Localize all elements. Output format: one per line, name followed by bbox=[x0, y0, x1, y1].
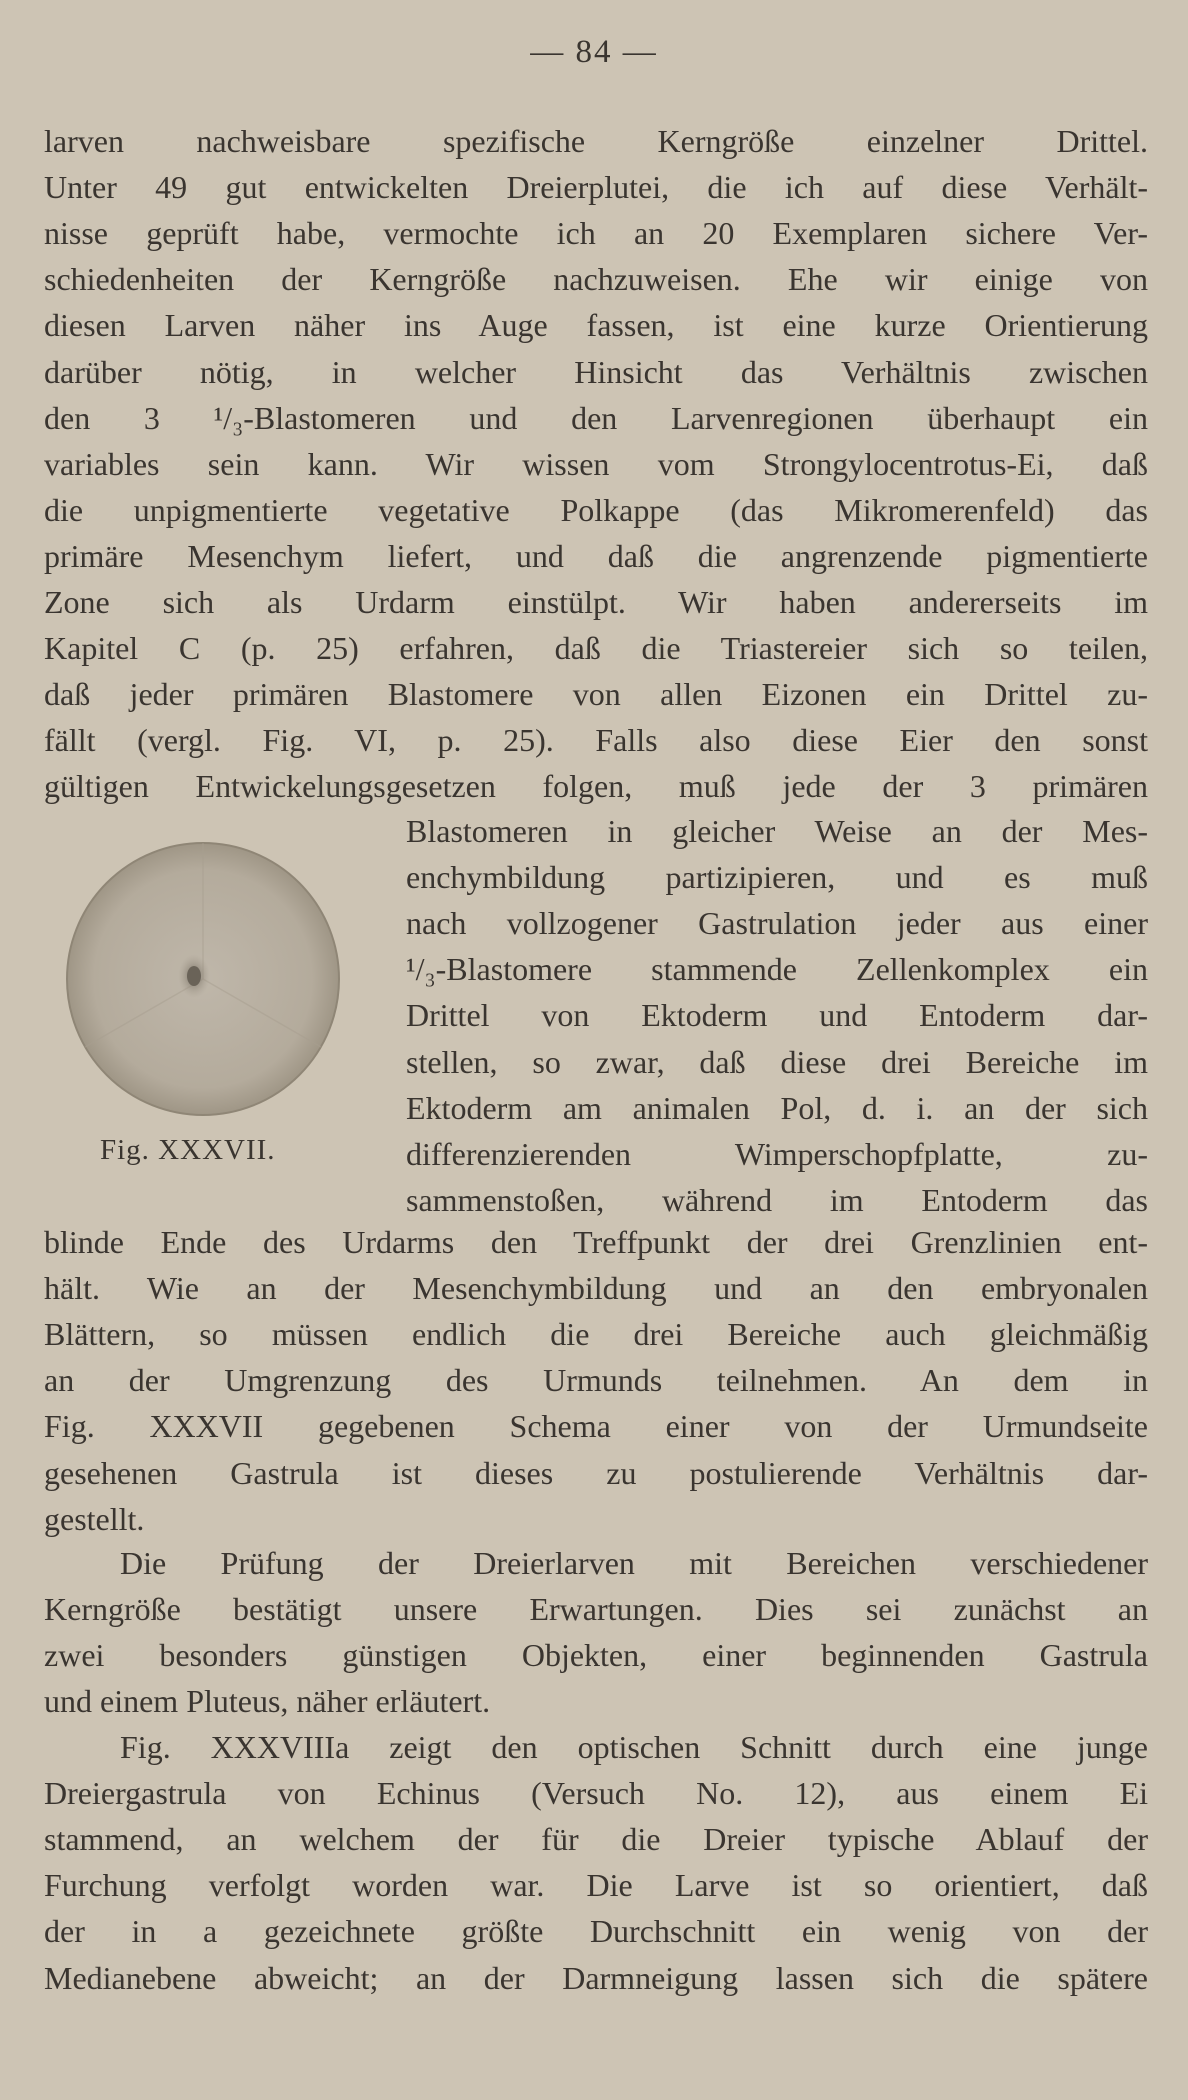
text-line: an der Umgrenzung des Urmunds teilnehmen. An dem in bbox=[44, 1362, 1148, 1399]
text-line: Dreiergastrula von Echinus (Versuch No. 12), aus einem Ei bbox=[44, 1775, 1148, 1812]
text-line: variables sein kann. Wir wissen vom Strongylocentrotus-Ei, daß bbox=[44, 445, 1148, 482]
text-line: differenzierenden Wimperschopfplatte, zu- bbox=[406, 1135, 1148, 1172]
text-line: darüber nötig, in welcher Hinsicht das Verhältnis zwischen bbox=[44, 353, 1148, 390]
text-line: stellen, so zwar, daß diese drei Bereiche im bbox=[406, 1043, 1148, 1080]
text-line: diesen Larven näher ins Auge fassen, ist eine kurze Orientierung bbox=[44, 307, 1148, 344]
text-line: der in a gezeichnete größte Durchschnitt ein wenig von der bbox=[44, 1913, 1148, 1950]
text-line: Die Prüfung der Dreierlarven mit Bereichen verschiedener bbox=[120, 1545, 1148, 1581]
text-line: Kerngröße bestätigt unsere Erwartungen. Dies sei zunächst an bbox=[44, 1591, 1148, 1628]
text-line: zwei besonders günstigen Objekten, einer beginnenden Gastrula bbox=[44, 1637, 1148, 1674]
text-line: nisse geprüft habe, vermochte ich an 20 Exemplaren sichere Ver- bbox=[44, 215, 1148, 252]
text-line: larven nachweisbare spezifische Kerngröße einzelner Drittel. bbox=[44, 123, 1148, 159]
text-line: Fig. XXXVIIIa zeigt den optischen Schnitt durch eine junge bbox=[120, 1729, 1148, 1765]
text-line: hält. Wie an der Mesenchymbildung und an den embryonalen bbox=[44, 1270, 1148, 1307]
text-line: blinde Ende des Urdarms den Treffpunkt der drei Grenzlinien ent- bbox=[44, 1224, 1148, 1260]
text-line: Ektoderm am animalen Pol, d. i. an der sich bbox=[406, 1089, 1148, 1126]
text-line: Unter 49 gut entwickelten Dreierplutei, die ich auf diese Verhält- bbox=[44, 169, 1148, 206]
text-line: Drittel von Ektoderm und Entoderm dar- bbox=[406, 997, 1148, 1034]
text-line: primäre Mesenchym liefert, und daß die angrenzende pigmentierte bbox=[44, 537, 1148, 574]
gastrula-figure-image bbox=[64, 840, 342, 1118]
text-line: Furchung verfolgt worden war. Die Larve ist so orientiert, daß bbox=[44, 1867, 1148, 1904]
text-line: schiedenheiten der Kerngröße nachzuweisen. Ehe wir einige von bbox=[44, 261, 1148, 298]
text-line: die unpigmentierte vegetative Polkappe (das Mikromerenfeld) das bbox=[44, 491, 1148, 528]
text-line: Zone sich als Urdarm einstülpt. Wir haben andererseits im bbox=[44, 584, 1148, 620]
text-line: ¹/₃-Blastomere stammende Zellenkomplex ein bbox=[406, 951, 1148, 988]
text-line: stammend, an welchem der für die Dreier typische Ablauf der bbox=[44, 1821, 1148, 1858]
text-line: Blättern, so müssen endlich die drei Bereiche auch gleichmäßig bbox=[44, 1316, 1148, 1353]
text-line: gestellt. bbox=[44, 1500, 145, 1537]
text-line: fällt (vergl. Fig. VI, p. 25). Falls also diese Eier den sonst bbox=[44, 722, 1148, 759]
text-line: gültigen Entwickelungsgesetzen folgen, muß jede der 3 primären bbox=[44, 768, 1148, 805]
figure-caption: Fig. XXXVII. bbox=[100, 1134, 276, 1166]
text-line: und einem Pluteus, näher erläutert. bbox=[44, 1683, 491, 1720]
text-line: sammenstoßen, während im Entoderm das bbox=[406, 1181, 1148, 1218]
text-line: den 3 ¹/₃-Blastomeren und den Larvenregionen überhaupt ein bbox=[44, 399, 1148, 436]
text-line: daß jeder primären Blastomere von allen Eizonen ein Drittel zu- bbox=[44, 676, 1148, 713]
text-line: enchymbildung partizipieren, und es muß bbox=[406, 859, 1148, 896]
text-line: Fig. XXXVII gegebenen Schema einer von der Urmundseite bbox=[44, 1408, 1148, 1445]
page-number: — 84 — bbox=[530, 34, 658, 70]
text-line: nach vollzogener Gastrulation jeder aus einer bbox=[406, 905, 1148, 942]
text-line: Medianebene abweicht; an der Darmneigung lassen sich die spätere bbox=[44, 1959, 1148, 1996]
text-line: Blastomeren in gleicher Weise an der Mes- bbox=[406, 813, 1148, 849]
text-line: gesehenen Gastrula ist dieses zu postulierende Verhältnis dar- bbox=[44, 1454, 1148, 1491]
text-line: Kapitel C (p. 25) erfahren, daß die Triastereier sich so teilen, bbox=[44, 630, 1148, 667]
